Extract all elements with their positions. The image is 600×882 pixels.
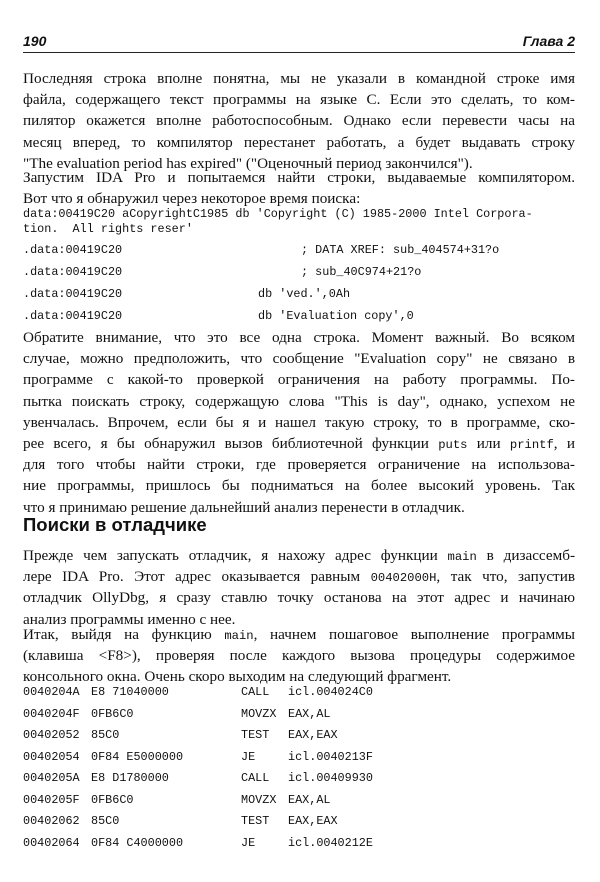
text-span: Итак, выйдя на функцию bbox=[23, 626, 225, 643]
text-span: в дизассемб- bbox=[476, 547, 575, 564]
paragraph-1 bbox=[23, 68, 575, 174]
asm-opcode: CALL bbox=[241, 685, 270, 699]
text-span: лере IDA Pro. Этот адрес оказывается равным bbox=[23, 568, 371, 586]
paragraph-5 bbox=[23, 624, 575, 688]
text-line: что я принимаю решение дальнейший анализ перенести в отладчик. bbox=[23, 498, 465, 516]
running-header bbox=[23, 30, 575, 53]
asm-operand: icl.0040212E bbox=[288, 835, 373, 850]
text-line bbox=[23, 566, 575, 587]
text-line bbox=[23, 545, 575, 566]
asm-operand: EAX,EAX bbox=[288, 814, 338, 828]
text-line: пытка поискать строку, содержащую слова "This is day", однако, успехом не bbox=[23, 392, 575, 410]
asm-operand: EAX,AL bbox=[288, 706, 331, 721]
code-comment: ; sub_40C974+21?o bbox=[301, 265, 422, 279]
text-span: рее всего, я бы обнаружил вызов библиотечной функции bbox=[23, 434, 439, 452]
section-heading: Поиски в отладчике bbox=[23, 514, 207, 535]
asm-bytes: 0F84 E5000000 bbox=[91, 749, 184, 764]
asm-operand: icl.00409930 bbox=[288, 771, 373, 785]
code-address: .data:00419C20 bbox=[23, 287, 123, 301]
asm-opcode: CALL bbox=[241, 771, 270, 785]
asm-address: 0040204A bbox=[23, 685, 80, 699]
text-line: месяц вперед, то компилятор перестанет работать, а будет выдавать строку bbox=[23, 133, 575, 151]
asm-opcode: MOVZX bbox=[241, 792, 277, 807]
text-line: случае, можно предположить, что сообщение "Evaluation copy" не связано в bbox=[23, 350, 575, 368]
text-line: ние программы, пришлось бы подниматься на более высокий уровень. Так bbox=[23, 477, 575, 495]
asm-address: 00402054 bbox=[23, 749, 80, 764]
code-line: tion. All rights reser' bbox=[23, 222, 193, 236]
inline-code-main: main bbox=[447, 550, 477, 564]
asm-opcode: JE bbox=[241, 749, 256, 764]
asm-address: 00402064 bbox=[23, 835, 80, 850]
text-line: Последняя строка вполне понятна, мы не указали в командной строке имя bbox=[23, 70, 575, 87]
text-span: , так что, запустив bbox=[436, 568, 575, 586]
paragraph-2 bbox=[23, 167, 575, 209]
inline-code-puts: puts bbox=[438, 437, 468, 452]
text-line: Запустим IDA Pro и попытаемся найти строки, выдаваемые компилятором. bbox=[23, 169, 575, 186]
text-line: Обратите внимание, что это все одна строка. Момент важный. Во всяком bbox=[23, 329, 575, 346]
asm-operand: icl.004024C0 bbox=[288, 685, 373, 699]
asm-bytes: E8 D1780000 bbox=[91, 771, 169, 785]
text-line: пилятор окажется вполне работоспособным. Однако если перевести часы на bbox=[23, 112, 575, 130]
asm-operand: EAX,EAX bbox=[288, 728, 338, 742]
text-span: , и bbox=[553, 434, 575, 452]
code-address: .data:00419C20 bbox=[23, 309, 123, 323]
code-address: .data:00419C20 bbox=[23, 265, 123, 279]
code-comment: ; DATA XREF: sub_404574+31?o bbox=[301, 243, 500, 257]
text-line: (клавиша <F8>), проверяя после каждого вызова процедуры содержимое bbox=[23, 647, 575, 665]
asm-bytes: 85C0 bbox=[91, 728, 120, 742]
text-line: анализ программы именно с нее. bbox=[23, 610, 236, 628]
text-line: программе с какой-то проверкой ограничения на работу программы. По- bbox=[23, 371, 575, 389]
asm-opcode: MOVZX bbox=[241, 706, 277, 721]
inline-code-main: main bbox=[224, 629, 254, 643]
asm-address: 0040204F bbox=[23, 706, 80, 721]
chapter-title: Глава 2 bbox=[522, 33, 575, 49]
asm-opcode: TEST bbox=[241, 814, 270, 828]
asm-bytes: 0FB6C0 bbox=[91, 792, 134, 807]
code-instruction: db 'ved.',0Ah bbox=[258, 287, 351, 301]
asm-address: 00402062 bbox=[23, 814, 80, 828]
text-line bbox=[23, 624, 575, 645]
asm-opcode: JE bbox=[241, 835, 256, 850]
page-number: 190 bbox=[23, 33, 47, 49]
asm-operand: EAX,AL bbox=[288, 792, 331, 807]
text-line: файла, содержащего текст программы на языке C. Если это сделать, то ком- bbox=[23, 91, 575, 109]
text-span: Прежде чем запускать отладчик, я нахожу адрес функции bbox=[23, 547, 448, 564]
code-address: .data:00419C20 bbox=[23, 243, 123, 257]
asm-bytes: 0F84 C4000000 bbox=[91, 835, 184, 850]
text-line: для того чтобы найти строки, где проверяется ограничение на использова- bbox=[23, 456, 575, 474]
ida-listing bbox=[23, 207, 575, 323]
paragraph-4 bbox=[23, 545, 575, 630]
asm-bytes: E8 71040000 bbox=[91, 685, 169, 699]
asm-operand: icl.0040213F bbox=[288, 749, 373, 764]
text-line: отладчик OllyDbg, я сразу ставлю точку останова на этот адрес и начинаю bbox=[23, 589, 575, 607]
code-instruction: db 'Evaluation copy',0 bbox=[258, 309, 414, 323]
text-span: или bbox=[467, 434, 510, 452]
inline-code-address: 00402000H bbox=[370, 571, 437, 586]
code-line: data:00419C20 aCopyrightC1985 db 'Copyright (C) 1985-2000 Intel Corpora- bbox=[23, 207, 533, 221]
asm-address: 00402052 bbox=[23, 728, 80, 742]
text-line bbox=[23, 433, 575, 454]
asm-bytes: 0FB6C0 bbox=[91, 706, 134, 721]
asm-address: 0040205A bbox=[23, 771, 80, 785]
paragraph-3 bbox=[23, 327, 575, 518]
asm-bytes: 85C0 bbox=[91, 814, 120, 828]
text-line: увенчалась. Впрочем, если бы я и нашел такую строку, то в программе, ско- bbox=[23, 413, 575, 431]
asm-address: 0040205F bbox=[23, 792, 80, 807]
text-line: "The evaluation period has expired" ("Оценочный период закончился"). bbox=[23, 154, 473, 172]
inline-code-printf: printf bbox=[509, 437, 554, 452]
text-line: Вот что я обнаружил через некоторое время поиска: bbox=[23, 190, 361, 208]
asm-opcode: TEST bbox=[241, 728, 270, 742]
text-line: консольного окна. Очень скоро выходим на следующий фрагмент. bbox=[23, 668, 452, 686]
text-span: , начнем пошаговое выполнение программы bbox=[253, 626, 575, 643]
disassembly-listing bbox=[23, 685, 575, 850]
